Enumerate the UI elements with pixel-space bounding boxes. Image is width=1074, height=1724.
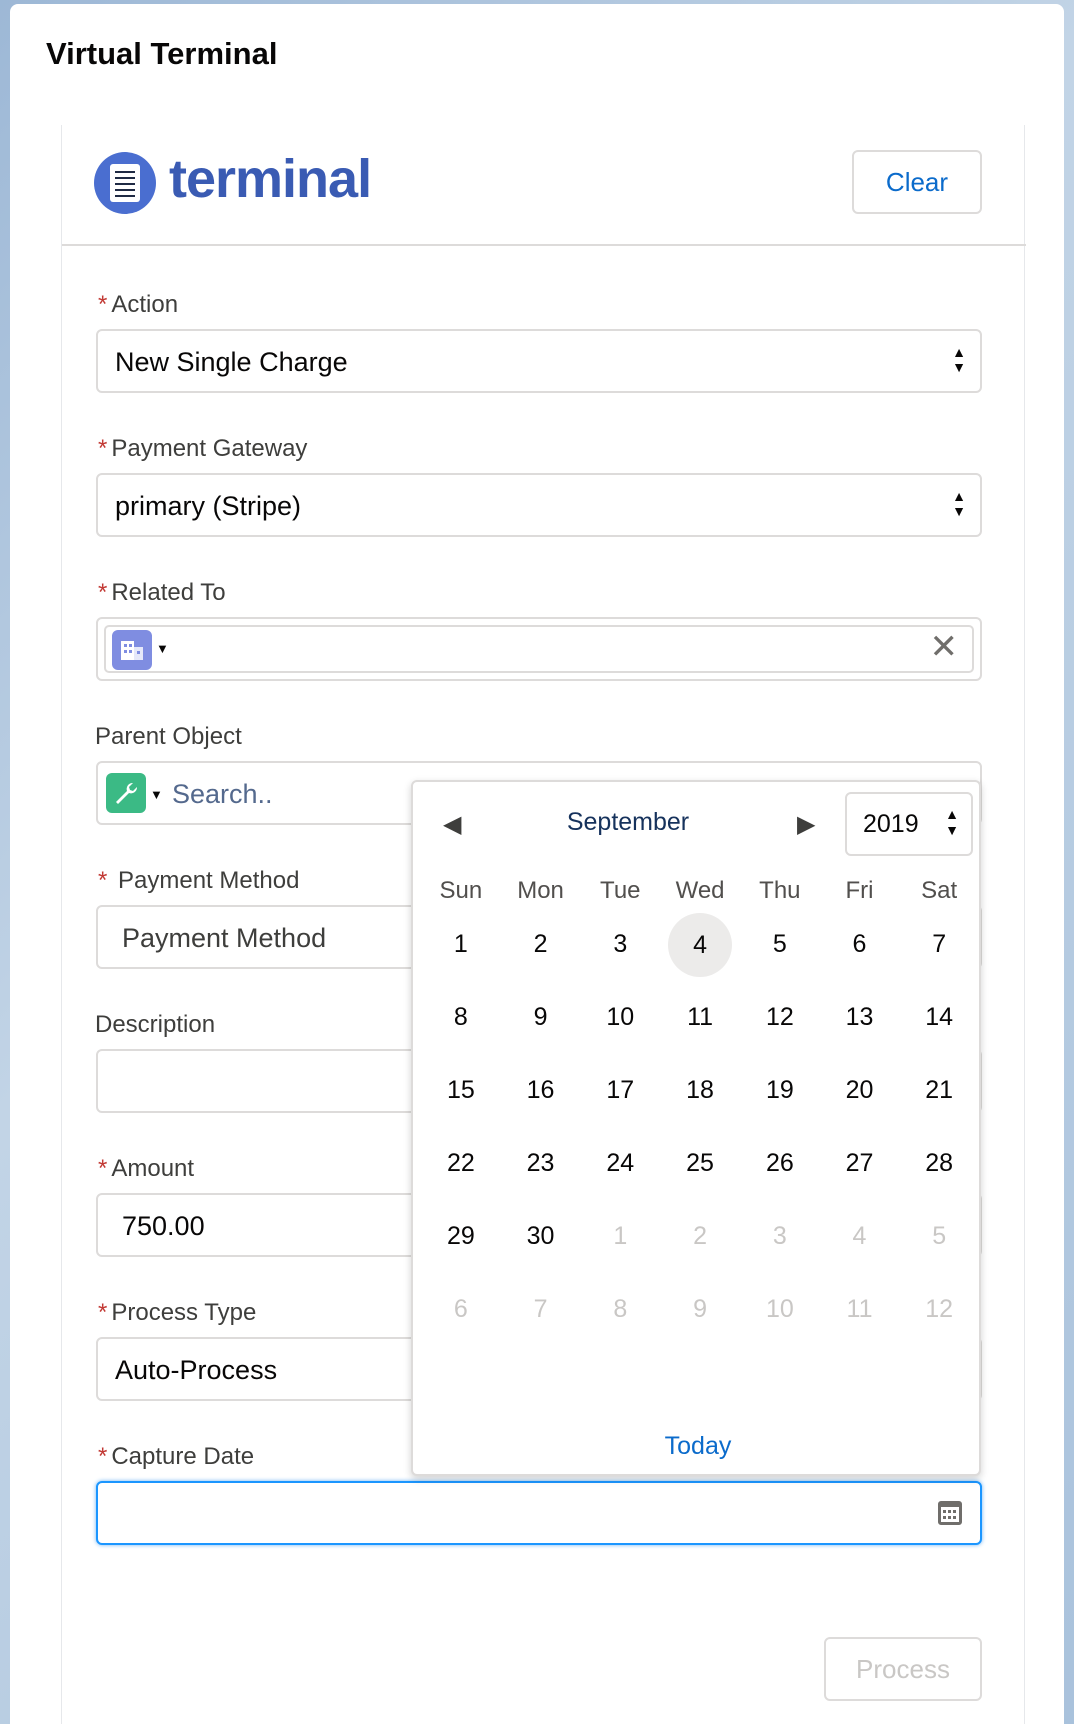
terminal-logo-icon bbox=[94, 152, 156, 214]
weekday-header: Sat bbox=[921, 877, 958, 904]
calendar-day-outside[interactable]: 2 bbox=[693, 1222, 708, 1250]
calendar-day[interactable]: 18 bbox=[686, 1076, 714, 1104]
calendar-day[interactable]: 13 bbox=[845, 1003, 874, 1031]
datepicker-dropdown bbox=[411, 780, 981, 1476]
calendar-week bbox=[421, 908, 979, 981]
previous-month-icon[interactable]: ◀ bbox=[443, 811, 462, 838]
calendar-day-outside[interactable]: 3 bbox=[772, 1222, 787, 1250]
process-button[interactable]: Process bbox=[824, 1637, 982, 1701]
calendar-day[interactable]: 24 bbox=[606, 1149, 635, 1177]
amount-input[interactable]: 750.00 bbox=[96, 1193, 982, 1257]
calendar-day[interactable]: 21 bbox=[925, 1076, 954, 1104]
weekday-header: Thu bbox=[759, 877, 801, 904]
calendar-week bbox=[421, 1273, 979, 1346]
select-arrows-icon: ▲ ▼ bbox=[952, 488, 966, 519]
process-type-label: * Process Type bbox=[98, 1299, 257, 1326]
calendar-day[interactable]: 12 bbox=[765, 1003, 794, 1031]
calendar-day[interactable]: 30 bbox=[526, 1222, 555, 1250]
calendar-week bbox=[421, 1200, 979, 1273]
today-button[interactable]: Today bbox=[664, 1432, 732, 1460]
chevron-down-icon[interactable]: ▼ bbox=[150, 787, 163, 802]
calendar-day[interactable]: 11 bbox=[687, 1003, 714, 1031]
calendar-day[interactable]: 6 bbox=[852, 930, 867, 958]
gateway-select[interactable]: primary (Stripe) ▲ ▼ bbox=[96, 473, 982, 537]
action-label: * Action bbox=[98, 291, 179, 318]
calendar-day[interactable]: 7 bbox=[932, 930, 947, 958]
capture-date-input[interactable] bbox=[96, 1481, 982, 1545]
calendar-day-outside[interactable]: 12 bbox=[925, 1295, 954, 1323]
amount-label: * Amount bbox=[98, 1155, 195, 1182]
calendar-day[interactable]: 2 bbox=[533, 930, 548, 958]
calendar-day[interactable]: 26 bbox=[765, 1149, 794, 1177]
page-title: Virtual Terminal bbox=[46, 36, 278, 71]
calendar-day-outside[interactable]: 10 bbox=[765, 1295, 794, 1323]
calendar-icon[interactable] bbox=[938, 1501, 962, 1525]
calendar-day[interactable]: 14 bbox=[925, 1003, 954, 1031]
calendar-day-outside[interactable]: 6 bbox=[453, 1295, 468, 1323]
calendar-day[interactable]: 27 bbox=[845, 1149, 874, 1177]
calendar-day-outside[interactable]: 7 bbox=[533, 1295, 548, 1323]
calendar-day-outside[interactable]: 11 bbox=[846, 1295, 873, 1323]
calendar-grid bbox=[421, 874, 979, 1346]
parent-object-label: Parent Object bbox=[95, 723, 242, 750]
calendar-day[interactable]: 25 bbox=[686, 1149, 714, 1177]
calendar-day[interactable]: 28 bbox=[925, 1149, 954, 1177]
calendar-day[interactable]: 15 bbox=[446, 1076, 475, 1104]
calendar-day[interactable]: 29 bbox=[446, 1222, 475, 1250]
year-select[interactable]: 2019 ▲ ▼ bbox=[845, 792, 973, 856]
parent-object-search-input[interactable]: Search.. bbox=[172, 779, 273, 809]
calendar-day[interactable]: 1 bbox=[453, 930, 468, 958]
payment-method-label: * Payment Method bbox=[98, 867, 300, 894]
close-icon[interactable]: ✕ bbox=[929, 628, 958, 666]
weekday-header: Sun bbox=[439, 877, 483, 904]
related-to-label: * Related To bbox=[98, 579, 226, 606]
next-month-icon[interactable]: ▶ bbox=[797, 811, 816, 838]
calendar-day-outside[interactable]: 8 bbox=[613, 1295, 628, 1323]
calendar-day-outside[interactable]: 4 bbox=[852, 1222, 867, 1250]
building-icon[interactable] bbox=[112, 630, 152, 670]
calendar-day[interactable]: 22 bbox=[446, 1149, 475, 1177]
process-type-select[interactable]: Auto-Process bbox=[96, 1337, 982, 1401]
gateway-label: * Payment Gateway bbox=[98, 435, 308, 462]
description-label: Description bbox=[95, 1011, 216, 1038]
calendar-day[interactable]: 20 bbox=[845, 1076, 874, 1104]
select-arrows-icon: ▲ ▼ bbox=[952, 344, 966, 375]
calendar-day[interactable]: 9 bbox=[533, 1003, 548, 1031]
calendar-week bbox=[421, 1127, 979, 1200]
payment-method-input[interactable]: Payment Method bbox=[96, 905, 982, 969]
chevron-down-icon[interactable]: ▼ bbox=[156, 641, 169, 656]
clear-button[interactable]: Clear bbox=[852, 150, 982, 214]
calendar-day[interactable]: 23 bbox=[526, 1149, 555, 1177]
calendar-week bbox=[421, 1054, 979, 1127]
calendar-day[interactable]: 19 bbox=[765, 1076, 794, 1104]
capture-date-label: * Capture Date bbox=[98, 1443, 255, 1470]
calendar-day-outside[interactable]: 1 bbox=[613, 1222, 628, 1250]
calendar-week bbox=[421, 981, 979, 1054]
weekday-header: Mon bbox=[517, 877, 564, 904]
calendar-day[interactable]: 3 bbox=[613, 930, 628, 958]
calendar-day-today[interactable]: 4 bbox=[660, 908, 740, 981]
weekday-header: Wed bbox=[675, 877, 725, 904]
calendar-day-outside[interactable]: 5 bbox=[932, 1222, 947, 1250]
related-to-lookup[interactable] bbox=[96, 617, 982, 681]
weekday-header: Tue bbox=[600, 877, 641, 904]
calendar-month: September bbox=[566, 808, 690, 836]
wrench-icon[interactable] bbox=[106, 773, 146, 813]
calendar-day[interactable]: 10 bbox=[606, 1003, 635, 1031]
calendar-day-outside[interactable]: 9 bbox=[693, 1295, 708, 1323]
logo-text: terminal bbox=[169, 149, 372, 209]
terminal-header bbox=[62, 125, 1026, 246]
calendar-day[interactable]: 5 bbox=[772, 930, 787, 958]
calendar-day[interactable]: 8 bbox=[453, 1003, 468, 1031]
calendar-day[interactable]: 16 bbox=[526, 1076, 555, 1104]
weekday-header: Fri bbox=[845, 877, 874, 904]
action-select[interactable]: New Single Charge ▲ ▼ bbox=[96, 329, 982, 393]
select-arrows-icon: ▲ ▼ bbox=[945, 806, 959, 838]
calendar-day[interactable]: 17 bbox=[606, 1076, 635, 1104]
